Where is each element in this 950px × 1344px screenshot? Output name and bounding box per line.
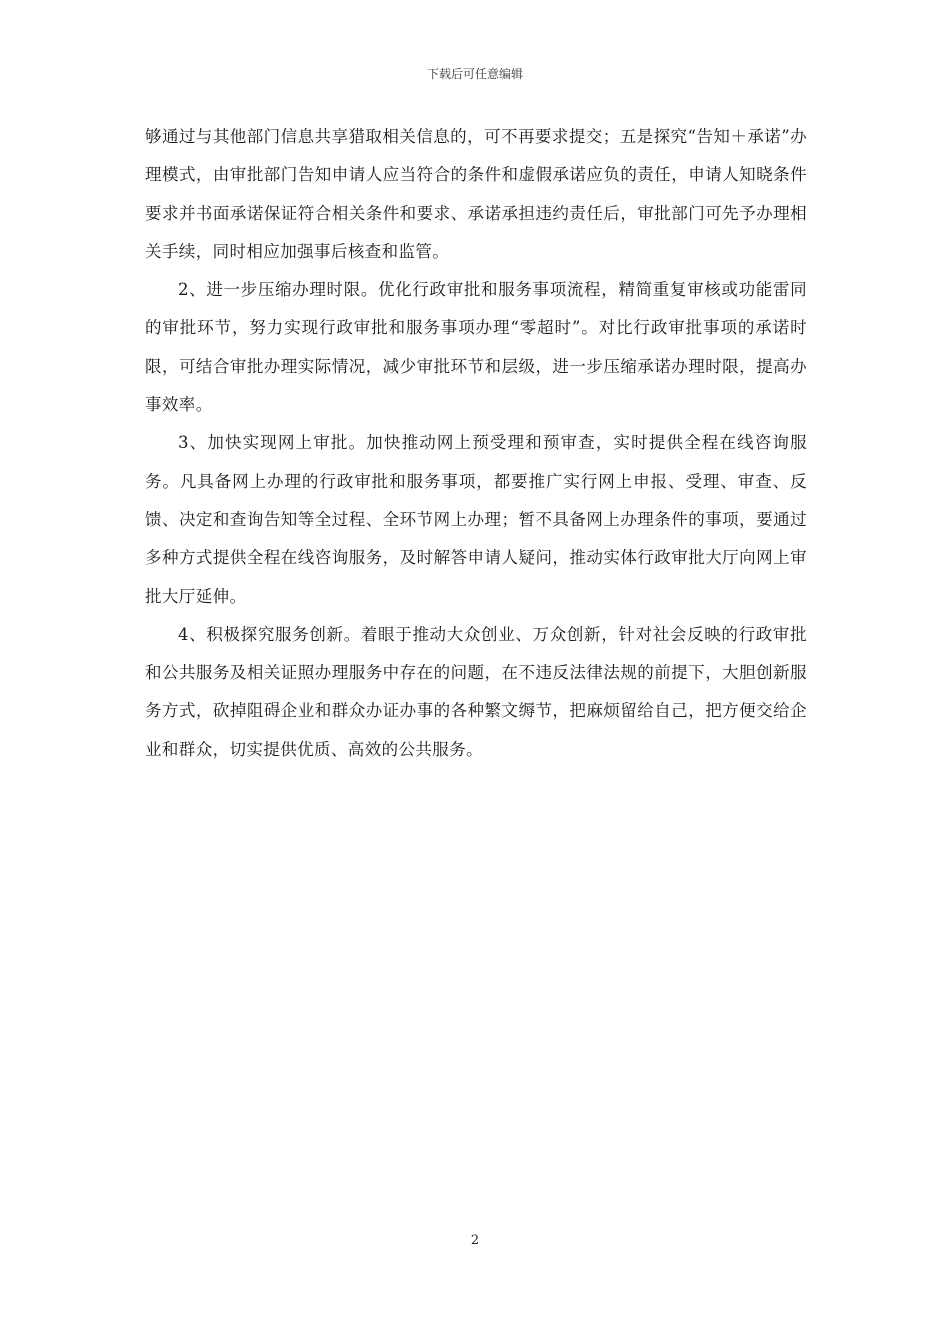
paragraph-item-4: 4、积极探究服务创新。着眼于推动大众创业、万众创新，针对社会反映的行政审批和公共服务及相关证照办理服务中存在的问题，在不违反法律法规的前提下，大胆创新服务方式，砍掉阻碍企业和群众办证办事的各种繁文缛节，把麻烦留给自己，把方便交给企业和群众，切实提供优质、高效的公共服务。 [145, 624, 807, 759]
paragraph-continuation: 够通过与其他部门信息共享猎取相关信息的，可不再要求提交；五是探究“告知＋承诺”办理模式，由审批部门告知申请人应当符合的条件和虚假承诺应负的责任，申请人知晓条件要求并书面承诺保证符合相关条件和要求、承诺承担违约责任后，审批部门可先予办理相关手续，同时相应加强事后核查和监管。 [145, 127, 807, 261]
page-number: 2 [470, 1233, 480, 1248]
paragraph-item-2: 2、进一步压缩办理时限。优化行政审批和服务事项流程，精简重复审核或功能雷同的审批环节，努力实现行政审批和服务事项办理“零超时”。对比行政审批事项的承诺时限，可结合审批办理实际情况，减少审批环节和层级，进一步压缩承诺办理时限，提高办事效率。 [145, 280, 807, 415]
paragraph-item-3: 3、加快实现网上审批。加快推动网上预受理和预审查，实时提供全程在线咨询服务。凡具备网上办理的行政审批和服务事项，都要推广实行网上申报、受理、审查、反馈、决定和查询告知等全过程、全环节网上办理；暂不具备网上办理条件的事项，要通过多种方式提供全程在线咨询服务，及时解答申请人疑问，推动实体行政审批大厅向网上审批大厅延伸。 [145, 433, 807, 606]
document-body [145, 118, 807, 769]
page-header: 下载后可任意编辑 [426, 67, 523, 81]
